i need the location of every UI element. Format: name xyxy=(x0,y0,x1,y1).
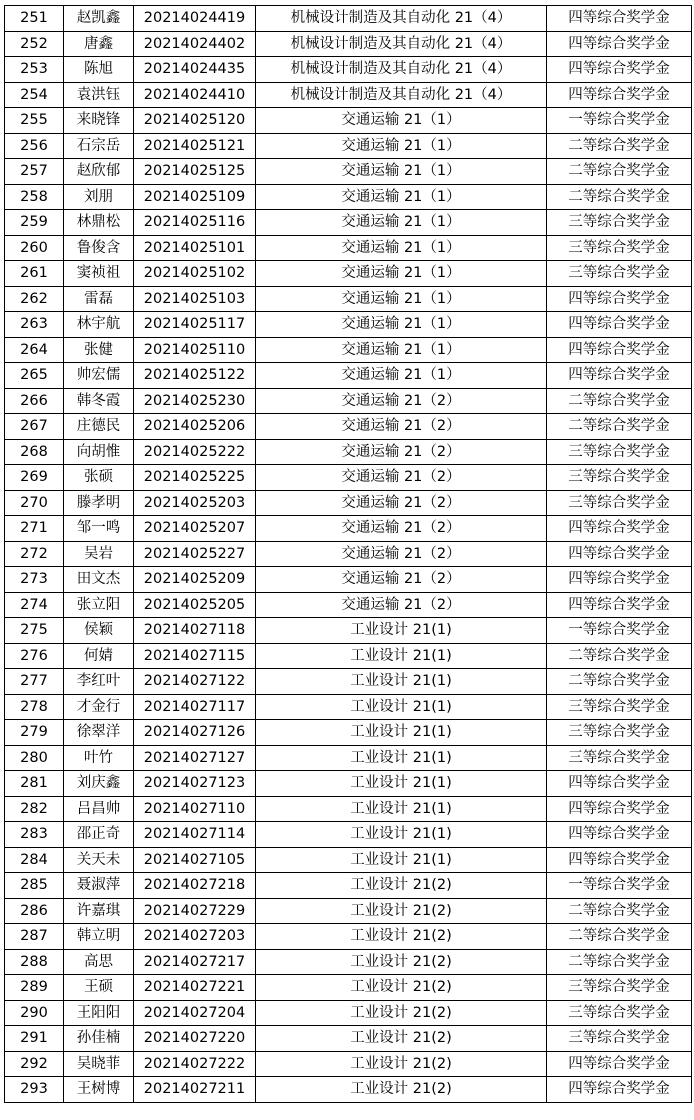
class-name-cell: 交通运输 21（1） xyxy=(256,235,547,261)
student-id-cell: 20214024419 xyxy=(134,6,256,32)
row-number-cell: 282 xyxy=(5,796,64,822)
table-row xyxy=(5,822,692,848)
row-number-cell: 270 xyxy=(5,490,64,516)
class-name-cell: 工业设计 21(1) xyxy=(256,822,547,848)
student-name-cell: 田文杰 xyxy=(64,567,134,593)
student-name-cell: 关天未 xyxy=(64,847,134,873)
award-level-cell: 四等综合奖学金 xyxy=(547,6,692,32)
student-id-cell: 20214027229 xyxy=(134,898,256,924)
table-row xyxy=(5,847,692,873)
student-name-cell: 侯颖 xyxy=(64,618,134,644)
student-name-cell: 帅宏儒 xyxy=(64,363,134,389)
table-row xyxy=(5,82,692,108)
row-number-cell: 275 xyxy=(5,618,64,644)
row-number-cell: 287 xyxy=(5,924,64,950)
student-name-cell: 韩冬霞 xyxy=(64,388,134,414)
award-level-cell: 四等综合奖学金 xyxy=(547,363,692,389)
student-id-cell: 20214027203 xyxy=(134,924,256,950)
student-name-cell: 鲁俊含 xyxy=(64,235,134,261)
student-id-cell: 20214025207 xyxy=(134,516,256,542)
award-level-cell: 四等综合奖学金 xyxy=(547,541,692,567)
student-id-cell: 20214027221 xyxy=(134,975,256,1001)
row-number-cell: 284 xyxy=(5,847,64,873)
student-name-cell: 吴岩 xyxy=(64,541,134,567)
award-level-cell: 二等综合奖学金 xyxy=(547,133,692,159)
table-row xyxy=(5,898,692,924)
award-list-table-wrapper xyxy=(4,5,692,1103)
row-number-cell: 289 xyxy=(5,975,64,1001)
class-name-cell: 工业设计 21(2) xyxy=(256,1000,547,1026)
class-name-cell: 工业设计 21(2) xyxy=(256,1026,547,1052)
student-id-cell: 20214025101 xyxy=(134,235,256,261)
student-id-cell: 20214025227 xyxy=(134,541,256,567)
award-level-cell: 三等综合奖学金 xyxy=(547,1000,692,1026)
table-row xyxy=(5,643,692,669)
row-number-cell: 256 xyxy=(5,133,64,159)
table-row xyxy=(5,516,692,542)
student-id-cell: 20214025230 xyxy=(134,388,256,414)
class-name-cell: 交通运输 21（2） xyxy=(256,414,547,440)
row-number-cell: 272 xyxy=(5,541,64,567)
award-level-cell: 四等综合奖学金 xyxy=(547,312,692,338)
student-name-cell: 赵凯鑫 xyxy=(64,6,134,32)
award-level-cell: 二等综合奖学金 xyxy=(547,643,692,669)
student-id-cell: 20214027110 xyxy=(134,796,256,822)
student-id-cell: 20214025103 xyxy=(134,286,256,312)
award-level-cell: 三等综合奖学金 xyxy=(547,490,692,516)
class-name-cell: 交通运输 21（2） xyxy=(256,490,547,516)
student-name-cell: 张健 xyxy=(64,337,134,363)
table-row xyxy=(5,312,692,338)
row-number-cell: 271 xyxy=(5,516,64,542)
row-number-cell: 277 xyxy=(5,669,64,695)
table-row xyxy=(5,694,692,720)
student-name-cell: 雷磊 xyxy=(64,286,134,312)
student-id-cell: 20214027127 xyxy=(134,745,256,771)
student-name-cell: 李红叶 xyxy=(64,669,134,695)
award-level-cell: 三等综合奖学金 xyxy=(547,261,692,287)
table-row xyxy=(5,337,692,363)
award-level-cell: 二等综合奖学金 xyxy=(547,159,692,185)
student-id-cell: 20214027123 xyxy=(134,771,256,797)
row-number-cell: 292 xyxy=(5,1051,64,1077)
award-level-cell: 三等综合奖学金 xyxy=(547,1026,692,1052)
student-id-cell: 20214025120 xyxy=(134,108,256,134)
row-number-cell: 283 xyxy=(5,822,64,848)
table-row xyxy=(5,388,692,414)
table-row xyxy=(5,261,692,287)
row-number-cell: 253 xyxy=(5,57,64,83)
row-number-cell: 258 xyxy=(5,184,64,210)
class-name-cell: 交通运输 21（2） xyxy=(256,388,547,414)
student-id-cell: 20214025122 xyxy=(134,363,256,389)
award-level-cell: 三等综合奖学金 xyxy=(547,745,692,771)
class-name-cell: 机械设计制造及其自动化 21（4） xyxy=(256,82,547,108)
class-name-cell: 交通运输 21（2） xyxy=(256,592,547,618)
student-name-cell: 袁洪钰 xyxy=(64,82,134,108)
class-name-cell: 工业设计 21(2) xyxy=(256,1077,547,1103)
award-level-cell: 四等综合奖学金 xyxy=(547,796,692,822)
table-row xyxy=(5,541,692,567)
student-name-cell: 吴晓菲 xyxy=(64,1051,134,1077)
student-name-cell: 才金行 xyxy=(64,694,134,720)
row-number-cell: 273 xyxy=(5,567,64,593)
class-name-cell: 工业设计 21(1) xyxy=(256,643,547,669)
student-name-cell: 刘朋 xyxy=(64,184,134,210)
table-row xyxy=(5,465,692,491)
table-row xyxy=(5,184,692,210)
award-level-cell: 四等综合奖学金 xyxy=(547,31,692,57)
award-level-cell: 二等综合奖学金 xyxy=(547,184,692,210)
award-level-cell: 三等综合奖学金 xyxy=(547,210,692,236)
table-row xyxy=(5,6,692,32)
student-id-cell: 20214027126 xyxy=(134,720,256,746)
award-level-cell: 三等综合奖学金 xyxy=(547,235,692,261)
award-level-cell: 四等综合奖学金 xyxy=(547,516,692,542)
class-name-cell: 交通运输 21（2） xyxy=(256,465,547,491)
table-row xyxy=(5,771,692,797)
student-name-cell: 高思 xyxy=(64,949,134,975)
student-name-cell: 徐翠洋 xyxy=(64,720,134,746)
student-name-cell: 刘庆鑫 xyxy=(64,771,134,797)
award-level-cell: 一等综合奖学金 xyxy=(547,618,692,644)
student-id-cell: 20214027218 xyxy=(134,873,256,899)
class-name-cell: 交通运输 21（1） xyxy=(256,363,547,389)
table-row xyxy=(5,286,692,312)
class-name-cell: 工业设计 21(2) xyxy=(256,949,547,975)
row-number-cell: 274 xyxy=(5,592,64,618)
row-number-cell: 251 xyxy=(5,6,64,32)
student-id-cell: 20214027222 xyxy=(134,1051,256,1077)
student-id-cell: 20214027122 xyxy=(134,669,256,695)
student-id-cell: 20214027220 xyxy=(134,1026,256,1052)
student-id-cell: 20214025209 xyxy=(134,567,256,593)
row-number-cell: 290 xyxy=(5,1000,64,1026)
student-id-cell: 20214025205 xyxy=(134,592,256,618)
award-level-cell: 四等综合奖学金 xyxy=(547,57,692,83)
student-name-cell: 吕昌帅 xyxy=(64,796,134,822)
row-number-cell: 286 xyxy=(5,898,64,924)
table-row xyxy=(5,949,692,975)
class-name-cell: 交通运输 21（2） xyxy=(256,567,547,593)
student-name-cell: 来晓锋 xyxy=(64,108,134,134)
student-name-cell: 向胡惟 xyxy=(64,439,134,465)
row-number-cell: 257 xyxy=(5,159,64,185)
table-row xyxy=(5,439,692,465)
class-name-cell: 工业设计 21(1) xyxy=(256,847,547,873)
student-name-cell: 王树博 xyxy=(64,1077,134,1103)
class-name-cell: 交通运输 21（2） xyxy=(256,541,547,567)
class-name-cell: 交通运输 21（1） xyxy=(256,184,547,210)
class-name-cell: 交通运输 21（1） xyxy=(256,210,547,236)
row-number-cell: 264 xyxy=(5,337,64,363)
class-name-cell: 工业设计 21(1) xyxy=(256,771,547,797)
award-level-cell: 三等综合奖学金 xyxy=(547,975,692,1001)
row-number-cell: 252 xyxy=(5,31,64,57)
award-list-body xyxy=(5,6,692,1103)
student-name-cell: 许嘉琪 xyxy=(64,898,134,924)
student-name-cell: 陈旭 xyxy=(64,57,134,83)
student-id-cell: 20214027217 xyxy=(134,949,256,975)
class-name-cell: 工业设计 21(1) xyxy=(256,745,547,771)
row-number-cell: 280 xyxy=(5,745,64,771)
student-name-cell: 韩立明 xyxy=(64,924,134,950)
table-row xyxy=(5,1077,692,1103)
student-name-cell: 张立阳 xyxy=(64,592,134,618)
student-name-cell: 石宗岳 xyxy=(64,133,134,159)
award-level-cell: 一等综合奖学金 xyxy=(547,873,692,899)
student-name-cell: 叶竹 xyxy=(64,745,134,771)
class-name-cell: 交通运输 21（1） xyxy=(256,159,547,185)
row-number-cell: 266 xyxy=(5,388,64,414)
student-id-cell: 20214027204 xyxy=(134,1000,256,1026)
student-id-cell: 20214025109 xyxy=(134,184,256,210)
table-row xyxy=(5,414,692,440)
student-name-cell: 邹一鸣 xyxy=(64,516,134,542)
award-level-cell: 一等综合奖学金 xyxy=(547,108,692,134)
student-id-cell: 20214025222 xyxy=(134,439,256,465)
student-id-cell: 20214025110 xyxy=(134,337,256,363)
student-id-cell: 20214025203 xyxy=(134,490,256,516)
student-name-cell: 林宇航 xyxy=(64,312,134,338)
student-name-cell: 邵正奇 xyxy=(64,822,134,848)
table-row xyxy=(5,592,692,618)
class-name-cell: 交通运输 21（1） xyxy=(256,133,547,159)
table-row xyxy=(5,235,692,261)
student-id-cell: 20214027117 xyxy=(134,694,256,720)
award-list-table xyxy=(4,5,692,1103)
class-name-cell: 机械设计制造及其自动化 21（4） xyxy=(256,6,547,32)
student-name-cell: 何婧 xyxy=(64,643,134,669)
table-row xyxy=(5,745,692,771)
award-level-cell: 二等综合奖学金 xyxy=(547,669,692,695)
student-id-cell: 20214025116 xyxy=(134,210,256,236)
student-id-cell: 20214024435 xyxy=(134,57,256,83)
row-number-cell: 255 xyxy=(5,108,64,134)
student-id-cell: 20214025121 xyxy=(134,133,256,159)
award-level-cell: 四等综合奖学金 xyxy=(547,592,692,618)
row-number-cell: 293 xyxy=(5,1077,64,1103)
row-number-cell: 254 xyxy=(5,82,64,108)
row-number-cell: 263 xyxy=(5,312,64,338)
class-name-cell: 交通运输 21（1） xyxy=(256,337,547,363)
award-level-cell: 二等综合奖学金 xyxy=(547,388,692,414)
student-name-cell: 孙佳楠 xyxy=(64,1026,134,1052)
row-number-cell: 279 xyxy=(5,720,64,746)
student-name-cell: 滕孝明 xyxy=(64,490,134,516)
row-number-cell: 259 xyxy=(5,210,64,236)
class-name-cell: 工业设计 21(2) xyxy=(256,975,547,1001)
class-name-cell: 工业设计 21(1) xyxy=(256,669,547,695)
student-id-cell: 20214025117 xyxy=(134,312,256,338)
table-row xyxy=(5,133,692,159)
class-name-cell: 工业设计 21(1) xyxy=(256,618,547,644)
award-level-cell: 四等综合奖学金 xyxy=(547,82,692,108)
table-row xyxy=(5,108,692,134)
row-number-cell: 288 xyxy=(5,949,64,975)
student-name-cell: 赵欣郁 xyxy=(64,159,134,185)
student-id-cell: 20214025102 xyxy=(134,261,256,287)
class-name-cell: 工业设计 21(1) xyxy=(256,796,547,822)
table-row xyxy=(5,796,692,822)
class-name-cell: 工业设计 21(2) xyxy=(256,898,547,924)
table-row xyxy=(5,490,692,516)
student-id-cell: 20214025206 xyxy=(134,414,256,440)
student-id-cell: 20214025125 xyxy=(134,159,256,185)
student-name-cell: 王硕 xyxy=(64,975,134,1001)
award-level-cell: 三等综合奖学金 xyxy=(547,720,692,746)
award-level-cell: 二等综合奖学金 xyxy=(547,949,692,975)
award-level-cell: 三等综合奖学金 xyxy=(547,465,692,491)
award-level-cell: 四等综合奖学金 xyxy=(547,567,692,593)
row-number-cell: 285 xyxy=(5,873,64,899)
class-name-cell: 交通运输 21（1） xyxy=(256,286,547,312)
student-id-cell: 20214024410 xyxy=(134,82,256,108)
row-number-cell: 269 xyxy=(5,465,64,491)
award-level-cell: 四等综合奖学金 xyxy=(547,1051,692,1077)
class-name-cell: 工业设计 21(2) xyxy=(256,1051,547,1077)
student-id-cell: 20214027105 xyxy=(134,847,256,873)
table-row xyxy=(5,873,692,899)
table-row xyxy=(5,669,692,695)
table-row xyxy=(5,363,692,389)
student-name-cell: 王阳阳 xyxy=(64,1000,134,1026)
award-level-cell: 四等综合奖学金 xyxy=(547,847,692,873)
award-level-cell: 二等综合奖学金 xyxy=(547,924,692,950)
table-row xyxy=(5,1026,692,1052)
class-name-cell: 工业设计 21(1) xyxy=(256,694,547,720)
row-number-cell: 281 xyxy=(5,771,64,797)
student-name-cell: 张硕 xyxy=(64,465,134,491)
row-number-cell: 291 xyxy=(5,1026,64,1052)
class-name-cell: 交通运输 21（1） xyxy=(256,312,547,338)
class-name-cell: 交通运输 21（1） xyxy=(256,108,547,134)
student-id-cell: 20214027115 xyxy=(134,643,256,669)
row-number-cell: 268 xyxy=(5,439,64,465)
award-level-cell: 三等综合奖学金 xyxy=(547,439,692,465)
class-name-cell: 工业设计 21(2) xyxy=(256,924,547,950)
student-name-cell: 聂淑萍 xyxy=(64,873,134,899)
table-row xyxy=(5,159,692,185)
student-id-cell: 20214027211 xyxy=(134,1077,256,1103)
student-name-cell: 庄德民 xyxy=(64,414,134,440)
student-name-cell: 林鼎松 xyxy=(64,210,134,236)
student-id-cell: 20214025225 xyxy=(134,465,256,491)
award-level-cell: 四等综合奖学金 xyxy=(547,771,692,797)
table-row xyxy=(5,210,692,236)
row-number-cell: 265 xyxy=(5,363,64,389)
table-row xyxy=(5,1051,692,1077)
student-id-cell: 20214024402 xyxy=(134,31,256,57)
award-level-cell: 二等综合奖学金 xyxy=(547,898,692,924)
class-name-cell: 工业设计 21(2) xyxy=(256,873,547,899)
award-level-cell: 二等综合奖学金 xyxy=(547,414,692,440)
table-row xyxy=(5,57,692,83)
table-row xyxy=(5,31,692,57)
row-number-cell: 262 xyxy=(5,286,64,312)
table-row xyxy=(5,567,692,593)
award-level-cell: 四等综合奖学金 xyxy=(547,822,692,848)
class-name-cell: 交通运输 21（1） xyxy=(256,261,547,287)
student-name-cell: 唐鑫 xyxy=(64,31,134,57)
award-level-cell: 四等综合奖学金 xyxy=(547,337,692,363)
award-level-cell: 四等综合奖学金 xyxy=(547,286,692,312)
class-name-cell: 交通运输 21（2） xyxy=(256,516,547,542)
student-name-cell: 窦祯祖 xyxy=(64,261,134,287)
class-name-cell: 交通运输 21（2） xyxy=(256,439,547,465)
student-id-cell: 20214027118 xyxy=(134,618,256,644)
class-name-cell: 机械设计制造及其自动化 21（4） xyxy=(256,31,547,57)
table-row xyxy=(5,1000,692,1026)
class-name-cell: 机械设计制造及其自动化 21（4） xyxy=(256,57,547,83)
student-id-cell: 20214027114 xyxy=(134,822,256,848)
award-level-cell: 四等综合奖学金 xyxy=(547,1077,692,1103)
row-number-cell: 267 xyxy=(5,414,64,440)
table-row xyxy=(5,975,692,1001)
award-level-cell: 三等综合奖学金 xyxy=(547,694,692,720)
class-name-cell: 工业设计 21(1) xyxy=(256,720,547,746)
row-number-cell: 260 xyxy=(5,235,64,261)
row-number-cell: 276 xyxy=(5,643,64,669)
row-number-cell: 278 xyxy=(5,694,64,720)
row-number-cell: 261 xyxy=(5,261,64,287)
table-row xyxy=(5,618,692,644)
table-row xyxy=(5,720,692,746)
table-row xyxy=(5,924,692,950)
